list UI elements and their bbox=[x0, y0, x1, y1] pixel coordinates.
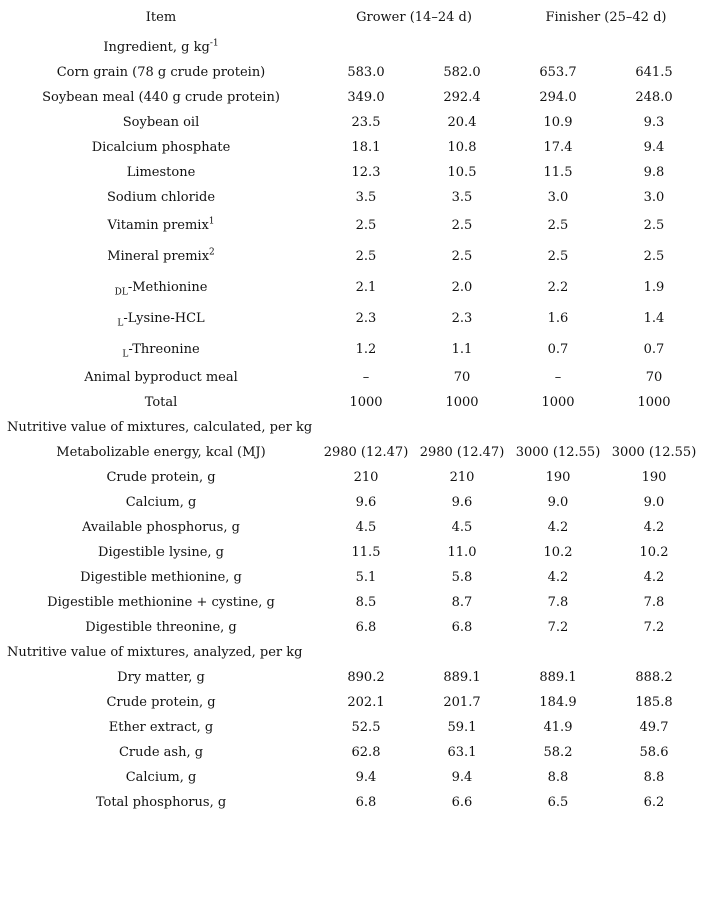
value-cell: 2.5 bbox=[451, 218, 473, 233]
value-cell: 582.0 bbox=[443, 65, 481, 80]
value-cell: 2.5 bbox=[547, 218, 569, 233]
value-cell: 2.5 bbox=[355, 249, 377, 264]
value-cell: 52.5 bbox=[351, 720, 381, 735]
row-label: Digestible threonine, g bbox=[85, 620, 237, 635]
value-cell: 49.7 bbox=[639, 720, 669, 735]
row-label: $_{DL}$-Methionine bbox=[114, 280, 208, 298]
value-cell: 7.8 bbox=[643, 595, 665, 610]
row-label: Mineral premix$^2$ bbox=[107, 247, 215, 264]
value-cell: 583.0 bbox=[347, 65, 385, 80]
value-cell: 3000 (12.55) bbox=[611, 445, 697, 460]
row-label: Crude protein, g bbox=[106, 470, 216, 485]
value-cell: 11.5 bbox=[543, 165, 573, 180]
value-cell: 4.5 bbox=[451, 520, 473, 535]
row-label: Digestible methionine + cystine, g bbox=[47, 595, 275, 610]
row-label: Dicalcium phosphate bbox=[91, 140, 231, 155]
value-cell: 6.8 bbox=[355, 795, 377, 810]
table-row bbox=[0, 110, 706, 135]
value-cell: 889.1 bbox=[443, 670, 481, 685]
row-label: Total bbox=[144, 395, 178, 410]
ingredient-section-label: Ingredient, g $kg^{-1}$ bbox=[103, 38, 219, 55]
row-label: Crude ash, g bbox=[118, 745, 204, 760]
ingredient-section-row bbox=[0, 35, 706, 60]
table-row bbox=[0, 790, 706, 815]
value-cell: 18.1 bbox=[351, 140, 381, 155]
value-cell: 1.4 bbox=[643, 311, 665, 326]
value-cell: 1000 bbox=[445, 395, 479, 410]
value-cell: 184.9 bbox=[539, 695, 577, 710]
value-cell: 10.8 bbox=[447, 140, 477, 155]
value-cell: 1000 bbox=[349, 395, 383, 410]
value-cell: 3.0 bbox=[547, 190, 569, 205]
value-cell: 2.0 bbox=[451, 280, 473, 295]
calculated-section-label: Nutritive value of mixtures, calculated, per kg bbox=[7, 420, 313, 435]
value-cell: 1.2 bbox=[355, 342, 377, 357]
row-label: Animal byproduct meal bbox=[84, 370, 238, 385]
value-cell: 8.8 bbox=[643, 770, 665, 785]
value-cell: 59.1 bbox=[447, 720, 477, 735]
row-label: Limestone bbox=[126, 165, 196, 180]
value-cell: 20.4 bbox=[447, 115, 477, 130]
table-row bbox=[0, 515, 706, 540]
table-row bbox=[0, 465, 706, 490]
value-cell: 3.0 bbox=[643, 190, 665, 205]
value-cell: 889.1 bbox=[539, 670, 577, 685]
value-cell: 6.5 bbox=[547, 795, 569, 810]
table-row bbox=[0, 765, 706, 790]
value-cell: 3.5 bbox=[451, 190, 473, 205]
row-label: Soybean meal (440 g crude protein) bbox=[42, 90, 280, 105]
value-cell: 2.5 bbox=[355, 218, 377, 233]
table-row bbox=[0, 690, 706, 715]
value-cell: 3000 (12.55) bbox=[515, 445, 601, 460]
value-cell: 10.2 bbox=[543, 545, 573, 560]
table-row bbox=[0, 490, 706, 515]
row-label: Digestible lysine, g bbox=[98, 545, 224, 560]
table-row bbox=[0, 365, 706, 390]
header-grower: Grower (14–24 d) bbox=[356, 10, 472, 25]
table-row bbox=[0, 565, 706, 590]
value-cell: 190 bbox=[641, 470, 667, 485]
value-cell: 4.5 bbox=[355, 520, 377, 535]
table-row bbox=[0, 185, 706, 210]
header-row bbox=[0, 5, 706, 30]
value-cell: 58.2 bbox=[543, 745, 573, 760]
value-cell: 1.9 bbox=[643, 280, 665, 295]
value-cell: 7.8 bbox=[547, 595, 569, 610]
row-label: $_L$-Lysine-HCL bbox=[117, 311, 205, 329]
value-cell: 11.5 bbox=[351, 545, 381, 560]
row-label: Digestible methionine, g bbox=[80, 570, 242, 585]
row-label: Available phosphorus, g bbox=[82, 520, 240, 535]
row-label: Corn grain (78 g crude protein) bbox=[56, 65, 266, 80]
value-cell: 8.8 bbox=[547, 770, 569, 785]
table-row bbox=[0, 275, 706, 300]
value-cell: 6.6 bbox=[451, 795, 473, 810]
header-finisher: Finisher (25–42 d) bbox=[545, 10, 667, 25]
value-cell: 294.0 bbox=[539, 90, 577, 105]
value-cell: 4.2 bbox=[643, 520, 665, 535]
table-row bbox=[0, 740, 706, 765]
value-cell: 210 bbox=[353, 470, 379, 485]
value-cell: 9.4 bbox=[643, 140, 665, 155]
value-cell: 9.4 bbox=[355, 770, 377, 785]
row-label: Dry matter, g bbox=[117, 670, 205, 685]
value-cell: 10.9 bbox=[543, 115, 573, 130]
value-cell: 6.2 bbox=[643, 795, 665, 810]
value-cell: 185.8 bbox=[635, 695, 673, 710]
table-row bbox=[0, 590, 706, 615]
table-row bbox=[0, 213, 706, 238]
table-row bbox=[0, 244, 706, 269]
row-label: Vitamin premix$^1$ bbox=[107, 216, 215, 233]
table-row bbox=[0, 715, 706, 740]
value-cell: 190 bbox=[545, 470, 571, 485]
table-row bbox=[0, 135, 706, 160]
value-cell: 2.5 bbox=[643, 218, 665, 233]
value-cell: 9.0 bbox=[547, 495, 569, 510]
table-row bbox=[0, 85, 706, 110]
row-label: Ether extract, g bbox=[108, 720, 214, 735]
table-row bbox=[0, 160, 706, 185]
value-cell: – bbox=[362, 370, 370, 385]
value-cell: 8.7 bbox=[451, 595, 473, 610]
value-cell: 2.1 bbox=[355, 280, 377, 295]
value-cell: 4.2 bbox=[547, 520, 569, 535]
value-cell: 2.5 bbox=[643, 249, 665, 264]
value-cell: 5.1 bbox=[355, 570, 377, 585]
value-cell: 9.6 bbox=[355, 495, 377, 510]
value-cell: 2980 (12.47) bbox=[323, 445, 409, 460]
table-row bbox=[0, 337, 706, 362]
value-cell: 17.4 bbox=[543, 140, 573, 155]
value-cell: 202.1 bbox=[347, 695, 385, 710]
row-label: $_L$-Threonine bbox=[122, 342, 200, 360]
value-cell: 2.3 bbox=[355, 311, 377, 326]
value-cell: 9.0 bbox=[643, 495, 665, 510]
value-cell: 23.5 bbox=[351, 115, 381, 130]
value-cell: 4.2 bbox=[547, 570, 569, 585]
value-cell: 292.4 bbox=[443, 90, 481, 105]
table-row bbox=[0, 390, 706, 415]
row-label: Calcium, g bbox=[125, 495, 197, 510]
row-label: Metabolizable energy, kcal (MJ) bbox=[56, 445, 266, 460]
value-cell: 2.2 bbox=[547, 280, 569, 295]
value-cell: 9.3 bbox=[643, 115, 665, 130]
value-cell: 2.5 bbox=[451, 249, 473, 264]
table-row bbox=[0, 60, 706, 85]
value-cell: 6.8 bbox=[355, 620, 377, 635]
calculated-section-row bbox=[0, 415, 706, 440]
value-cell: 9.6 bbox=[451, 495, 473, 510]
value-cell: 63.1 bbox=[447, 745, 477, 760]
value-cell: 1000 bbox=[637, 395, 671, 410]
table-row bbox=[0, 540, 706, 565]
value-cell: 7.2 bbox=[547, 620, 569, 635]
value-cell: 62.8 bbox=[351, 745, 381, 760]
value-cell: 58.6 bbox=[639, 745, 669, 760]
value-cell: 4.2 bbox=[643, 570, 665, 585]
analyzed-section-row bbox=[0, 640, 706, 665]
value-cell: 641.5 bbox=[635, 65, 673, 80]
value-cell: 7.2 bbox=[643, 620, 665, 635]
value-cell: 890.2 bbox=[347, 670, 385, 685]
value-cell: 41.9 bbox=[543, 720, 573, 735]
value-cell: 11.0 bbox=[447, 545, 477, 560]
value-cell: 0.7 bbox=[643, 342, 665, 357]
value-cell: 9.4 bbox=[451, 770, 473, 785]
value-cell: 8.5 bbox=[355, 595, 377, 610]
value-cell: 1.6 bbox=[547, 311, 569, 326]
row-label: Soybean oil bbox=[122, 115, 200, 130]
row-label: Crude protein, g bbox=[106, 695, 216, 710]
table-row bbox=[0, 665, 706, 690]
value-cell: 653.7 bbox=[539, 65, 577, 80]
value-cell: 6.8 bbox=[451, 620, 473, 635]
row-label: Total phosphorus, g bbox=[95, 795, 227, 810]
value-cell: – bbox=[554, 370, 562, 385]
value-cell: 5.8 bbox=[451, 570, 473, 585]
value-cell: 10.2 bbox=[639, 545, 669, 560]
value-cell: 888.2 bbox=[635, 670, 673, 685]
header-item: Item bbox=[145, 10, 177, 25]
value-cell: 70 bbox=[645, 370, 663, 385]
value-cell: 2.3 bbox=[451, 311, 473, 326]
value-cell: 3.5 bbox=[355, 190, 377, 205]
table-row bbox=[0, 440, 706, 465]
value-cell: 1.1 bbox=[451, 342, 473, 357]
value-cell: 12.3 bbox=[351, 165, 381, 180]
value-cell: 1000 bbox=[541, 395, 575, 410]
value-cell: 248.0 bbox=[635, 90, 673, 105]
value-cell: 349.0 bbox=[347, 90, 385, 105]
value-cell: 201.7 bbox=[443, 695, 481, 710]
value-cell: 2.5 bbox=[547, 249, 569, 264]
value-cell: 10.5 bbox=[447, 165, 477, 180]
row-label: Sodium chloride bbox=[106, 190, 216, 205]
table-row bbox=[0, 615, 706, 640]
value-cell: 210 bbox=[449, 470, 475, 485]
value-cell: 2980 (12.47) bbox=[419, 445, 505, 460]
value-cell: 0.7 bbox=[547, 342, 569, 357]
table-row bbox=[0, 306, 706, 331]
analyzed-section-label: Nutritive value of mixtures, analyzed, per kg bbox=[7, 645, 303, 660]
value-cell: 9.8 bbox=[643, 165, 665, 180]
value-cell: 70 bbox=[453, 370, 471, 385]
row-label: Calcium, g bbox=[125, 770, 197, 785]
